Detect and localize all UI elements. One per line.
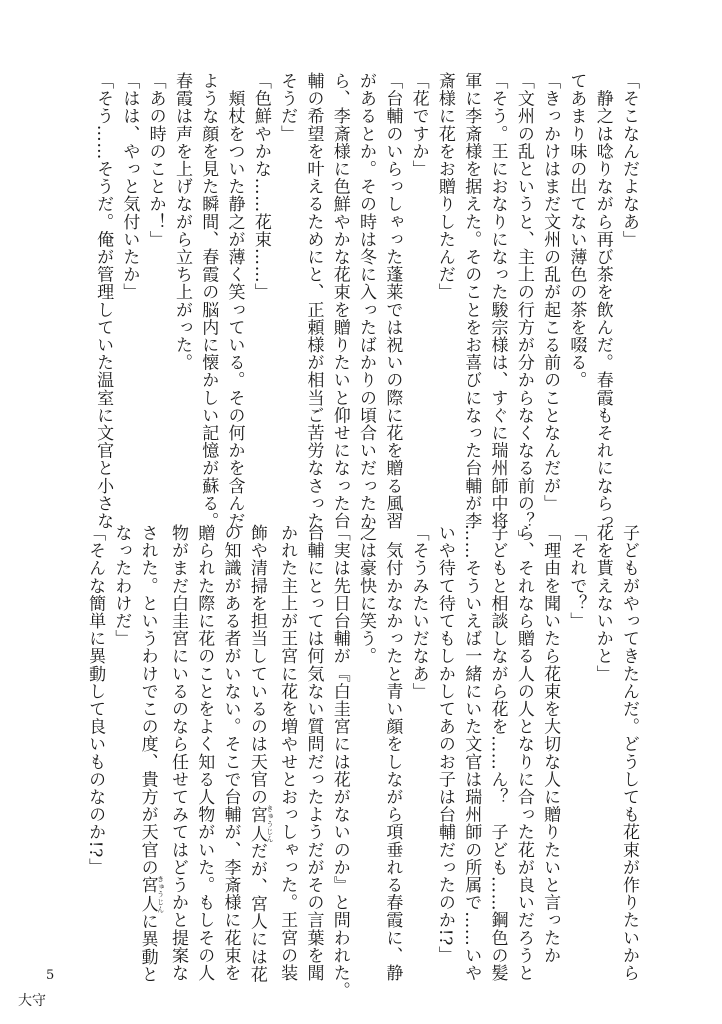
text-line: 花を貰えないかと」 — [592, 524, 613, 683]
text-line: 輔の希望を叶えるためにと、正頼様が相当ご苦労なさった — [303, 72, 324, 530]
text-line: 軍に李斎様を据えた。そのことをお喜びになった台輔が李 — [461, 72, 482, 530]
text-block-bottom — [72, 524, 642, 1000]
text-line: 「あの時のことか！」 — [145, 72, 166, 248]
text-line: 静之は唸りながら再び茶を飲んだ。春霞もそれにならっ — [592, 72, 613, 530]
text-line: 「色鮮やかな……花束……」 — [250, 72, 271, 301]
text-line: の知識がある者がいない。そこで台輔が、李斎様に花束を — [220, 524, 241, 982]
ruby-note: きゅうじん — [156, 875, 165, 914]
text-block-top — [72, 72, 642, 548]
text-line: 「そうみたいだなあ」 — [408, 524, 429, 700]
text-line: 「花ですか」 — [408, 72, 429, 178]
text-line: 「理由を聞いたら花束を大切な人に贈りたいと言ったか — [540, 524, 561, 964]
text-line: 贈られた際に花のことをよく知る人物がいた。もしその人 — [194, 524, 215, 982]
text-line: 「きっかけはまだ文州の乱が起こる前のことなんだが」 — [540, 72, 561, 512]
text-line: なったわけだ」 — [111, 524, 132, 648]
text-line: 子どもと相談しながら花を……ん？ 子ども……鋼色の髪 — [487, 524, 508, 982]
text-line: 「そこなんだよなあ」 — [619, 72, 639, 248]
text-line: ら、それなら贈る人の人となりに合った花が良いだろうと — [513, 524, 534, 982]
page-number: 5 — [46, 968, 55, 983]
author-name: 大守 — [18, 993, 46, 1009]
text-line: された。というわけでこの度、貴方が天官の宮人 きゅうじんに異動と — [137, 524, 165, 984]
ruby-word: 宮人 きゅうじん — [137, 875, 165, 914]
text-line: 頬杖をついた静之が薄く笑っている。その何かを含んだ — [224, 72, 245, 530]
text-line: 「はは、やっと気付いたか」 — [119, 72, 140, 301]
text-line: 「台輔のいらっしゃった蓬莱では祝いの際に花を贈る風習 — [382, 72, 403, 530]
text-line: いや待て待てもしかしてあのお子は台輔だったのか!?」 — [434, 524, 455, 964]
text-line: てあまり味の出てない薄色の茶を啜る。 — [566, 72, 587, 389]
text-line: 「そう。王におなりになった駿宗様は、すぐに瑞州師中将 — [487, 72, 508, 530]
text-line: そうだ」 — [277, 72, 298, 143]
text-line: 之は豪快に笑う。 — [356, 524, 377, 665]
text-line: 「実は先日台輔が『白圭宮には花がないのか』と問われた。 — [329, 524, 350, 1000]
text-line: 「そう……そうだ。俺が管理していた温室に文官と小さな — [93, 72, 114, 530]
text-line: 「文州の乱というと、主上の行方が分からなくなる前の？」 — [513, 72, 534, 548]
text-line: 「そんな簡単に異動して良いものなのか!?」 — [85, 524, 106, 876]
ruby-word: 宮人 きゅうじん — [246, 804, 274, 843]
text-line: ような顔を見た瞬間、春霞の脳内に懐かしい記憶が蘇る。 — [198, 72, 219, 530]
text-line: 春霞は声を上げながら立ち上がった。 — [171, 72, 192, 372]
text-line: ……そういえば一緒にいた文官は瑞州師の所属で……いや — [461, 524, 482, 982]
text-line: 物がまだ白圭宮にいるのなら任せてみてはどうかと提案な — [167, 524, 188, 982]
text-line: 「それで？」 — [566, 524, 587, 630]
text-line: ら、李斎様に色鮮やかな花束を贈りたいと仰せになった台 — [329, 72, 350, 530]
text-line: 気付かなかったと青い顔をしながら項垂れる春霞に、静 — [382, 524, 403, 982]
text-line: があるとか。その時は冬に入ったばかりの頃合いだったか — [356, 72, 377, 530]
text-line: かれた主上が王宮に花を増やせとおっしゃった。王宮の装 — [277, 524, 298, 982]
text-line: 斎様に花をお贈りしたんだ」 — [434, 72, 455, 301]
text-line: 台輔にとっては何気ない質問だったようだがその言葉を聞 — [303, 524, 324, 982]
text-line: 飾や清掃を担当しているのは天官の宮人 きゅうじんだが、宮人には花 — [246, 524, 274, 984]
text-line: 子どもがやってきたんだ。どうしても花束が作りたいから — [619, 524, 639, 982]
ruby-note: きゅうじん — [265, 804, 274, 843]
